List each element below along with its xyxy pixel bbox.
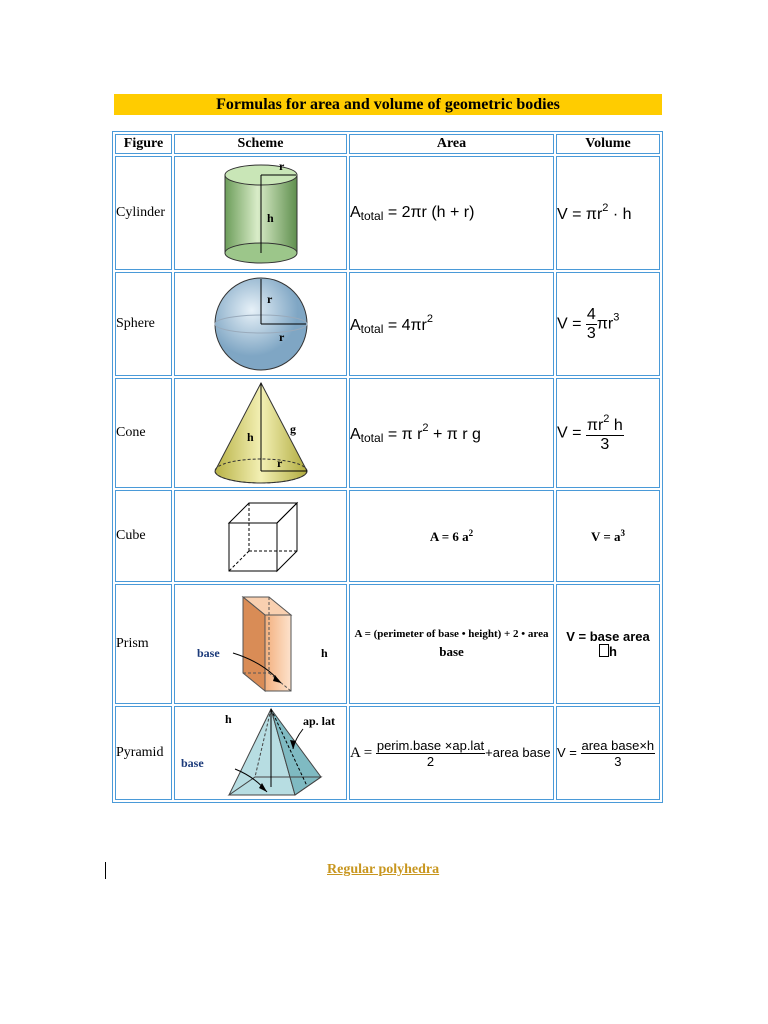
- area-rhs: = π r: [387, 425, 423, 443]
- formulas-table: [112, 131, 663, 803]
- volume-denominator: 3: [614, 753, 622, 769]
- table-row: [115, 156, 660, 270]
- area-lhs: A: [350, 425, 361, 443]
- page-title: Formulas for area and volume of geometric bodies: [114, 94, 662, 115]
- volume-num-sup: 2: [603, 412, 610, 425]
- volume-cube: [556, 490, 660, 582]
- volume-numerator: 4: [586, 305, 596, 323]
- label-base: base: [181, 756, 204, 770]
- header-figure: Figure: [115, 134, 172, 154]
- volume-denominator: 3: [586, 324, 596, 342]
- label-h: h: [267, 211, 274, 225]
- table-row: [115, 706, 660, 800]
- volume-numerator: area base×h: [581, 737, 655, 753]
- volume-text: V = a: [590, 528, 621, 544]
- cylinder-diagram: [175, 157, 347, 269]
- area-rhs: = 2πr (h + r): [387, 203, 475, 221]
- table-header-row: [115, 134, 660, 154]
- sphere-diagram: [175, 273, 347, 375]
- area-rhs2: + π r g: [428, 425, 481, 443]
- label-r-horizontal: r: [279, 330, 285, 344]
- volume-sphere: [556, 272, 660, 376]
- area-sub: total: [360, 321, 384, 336]
- volume-rhs: πr: [596, 315, 614, 333]
- area-rhs: +area base: [485, 744, 551, 760]
- label-h: h: [225, 712, 232, 726]
- missing-glyph-box: [599, 644, 609, 657]
- cone-diagram: [175, 379, 347, 487]
- area-prism: [349, 584, 554, 704]
- scheme-pyramid: [174, 706, 347, 800]
- scheme-cone: [174, 378, 347, 488]
- header-volume: Volume: [556, 134, 660, 154]
- volume-lhs: V =: [557, 315, 582, 333]
- figure-name-cone: Cone: [115, 378, 172, 488]
- volume-numerator-h: h: [609, 416, 623, 434]
- volume-lhs: V =: [557, 744, 577, 760]
- area-cylinder: [349, 156, 554, 270]
- volume-prism: [556, 584, 660, 704]
- prism-diagram: [175, 585, 347, 703]
- volume-denominator: 3: [600, 435, 610, 453]
- volume-line1: V = base area: [566, 629, 650, 644]
- cube-diagram: [175, 491, 347, 581]
- area-text: A = 6 a: [429, 528, 469, 544]
- label-r: r: [277, 456, 283, 470]
- area-numerator: perim.base ×ap.lat: [376, 737, 485, 753]
- figure-name-pyramid: Pyramid: [115, 706, 172, 800]
- area-sub: total: [360, 430, 384, 445]
- area-line2: base: [439, 644, 464, 659]
- regular-polyhedra-link[interactable]: Regular polyhedra: [327, 862, 440, 877]
- volume-sup: 3: [620, 527, 626, 538]
- area-pyramid: [349, 706, 554, 800]
- label-h: h: [321, 646, 328, 660]
- volume-numerator: πr: [586, 416, 604, 434]
- area-cone: [349, 378, 554, 488]
- area-cube: [349, 490, 554, 582]
- volume-pyramid: [556, 706, 660, 800]
- header-area: Area: [349, 134, 554, 154]
- volume-lhs: V =: [557, 424, 582, 442]
- label-g: g: [290, 422, 296, 436]
- area-lhs: A =: [350, 744, 373, 761]
- volume-lhs: V = πr: [557, 206, 603, 223]
- volume-cylinder: [556, 156, 660, 270]
- area-line1: A = (perimeter of base • height) + 2 • area: [354, 628, 549, 640]
- header-scheme: Scheme: [174, 134, 347, 154]
- volume-sup: 3: [613, 311, 620, 324]
- area-sup: 2: [422, 421, 429, 434]
- area-rhs: = 4πr: [387, 316, 427, 334]
- area-denominator: 2: [426, 753, 435, 769]
- label-h: h: [247, 430, 254, 444]
- text-cursor: [105, 862, 106, 879]
- label-base: base: [197, 646, 220, 660]
- scheme-cylinder: [174, 156, 347, 270]
- table-row: [115, 378, 660, 488]
- pyramid-diagram: [175, 707, 347, 799]
- volume-cone: [556, 378, 660, 488]
- figure-name-cube: Cube: [115, 490, 172, 582]
- table-row: [115, 272, 660, 376]
- volume-sup: 2: [602, 202, 609, 214]
- area-sphere: [349, 272, 554, 376]
- table-row: [115, 584, 660, 704]
- area-sub: total: [360, 208, 384, 223]
- figure-name-prism: Prism: [115, 584, 172, 704]
- area-lhs: A: [350, 203, 361, 221]
- label-ap-lat: ap. lat: [303, 714, 336, 728]
- label-r-vertical: r: [267, 292, 273, 306]
- area-sup: 2: [468, 527, 474, 538]
- scheme-sphere: [174, 272, 347, 376]
- figure-name-cylinder: Cylinder: [115, 156, 172, 270]
- scheme-prism: [174, 584, 347, 704]
- table-row: [115, 490, 660, 582]
- volume-line2: h: [609, 644, 617, 659]
- scheme-cube: [174, 490, 347, 582]
- volume-rhs: · h: [608, 206, 632, 223]
- label-r: r: [279, 159, 285, 173]
- area-sup: 2: [426, 312, 433, 325]
- area-lhs: A: [350, 316, 361, 334]
- figure-name-sphere: Sphere: [115, 272, 172, 376]
